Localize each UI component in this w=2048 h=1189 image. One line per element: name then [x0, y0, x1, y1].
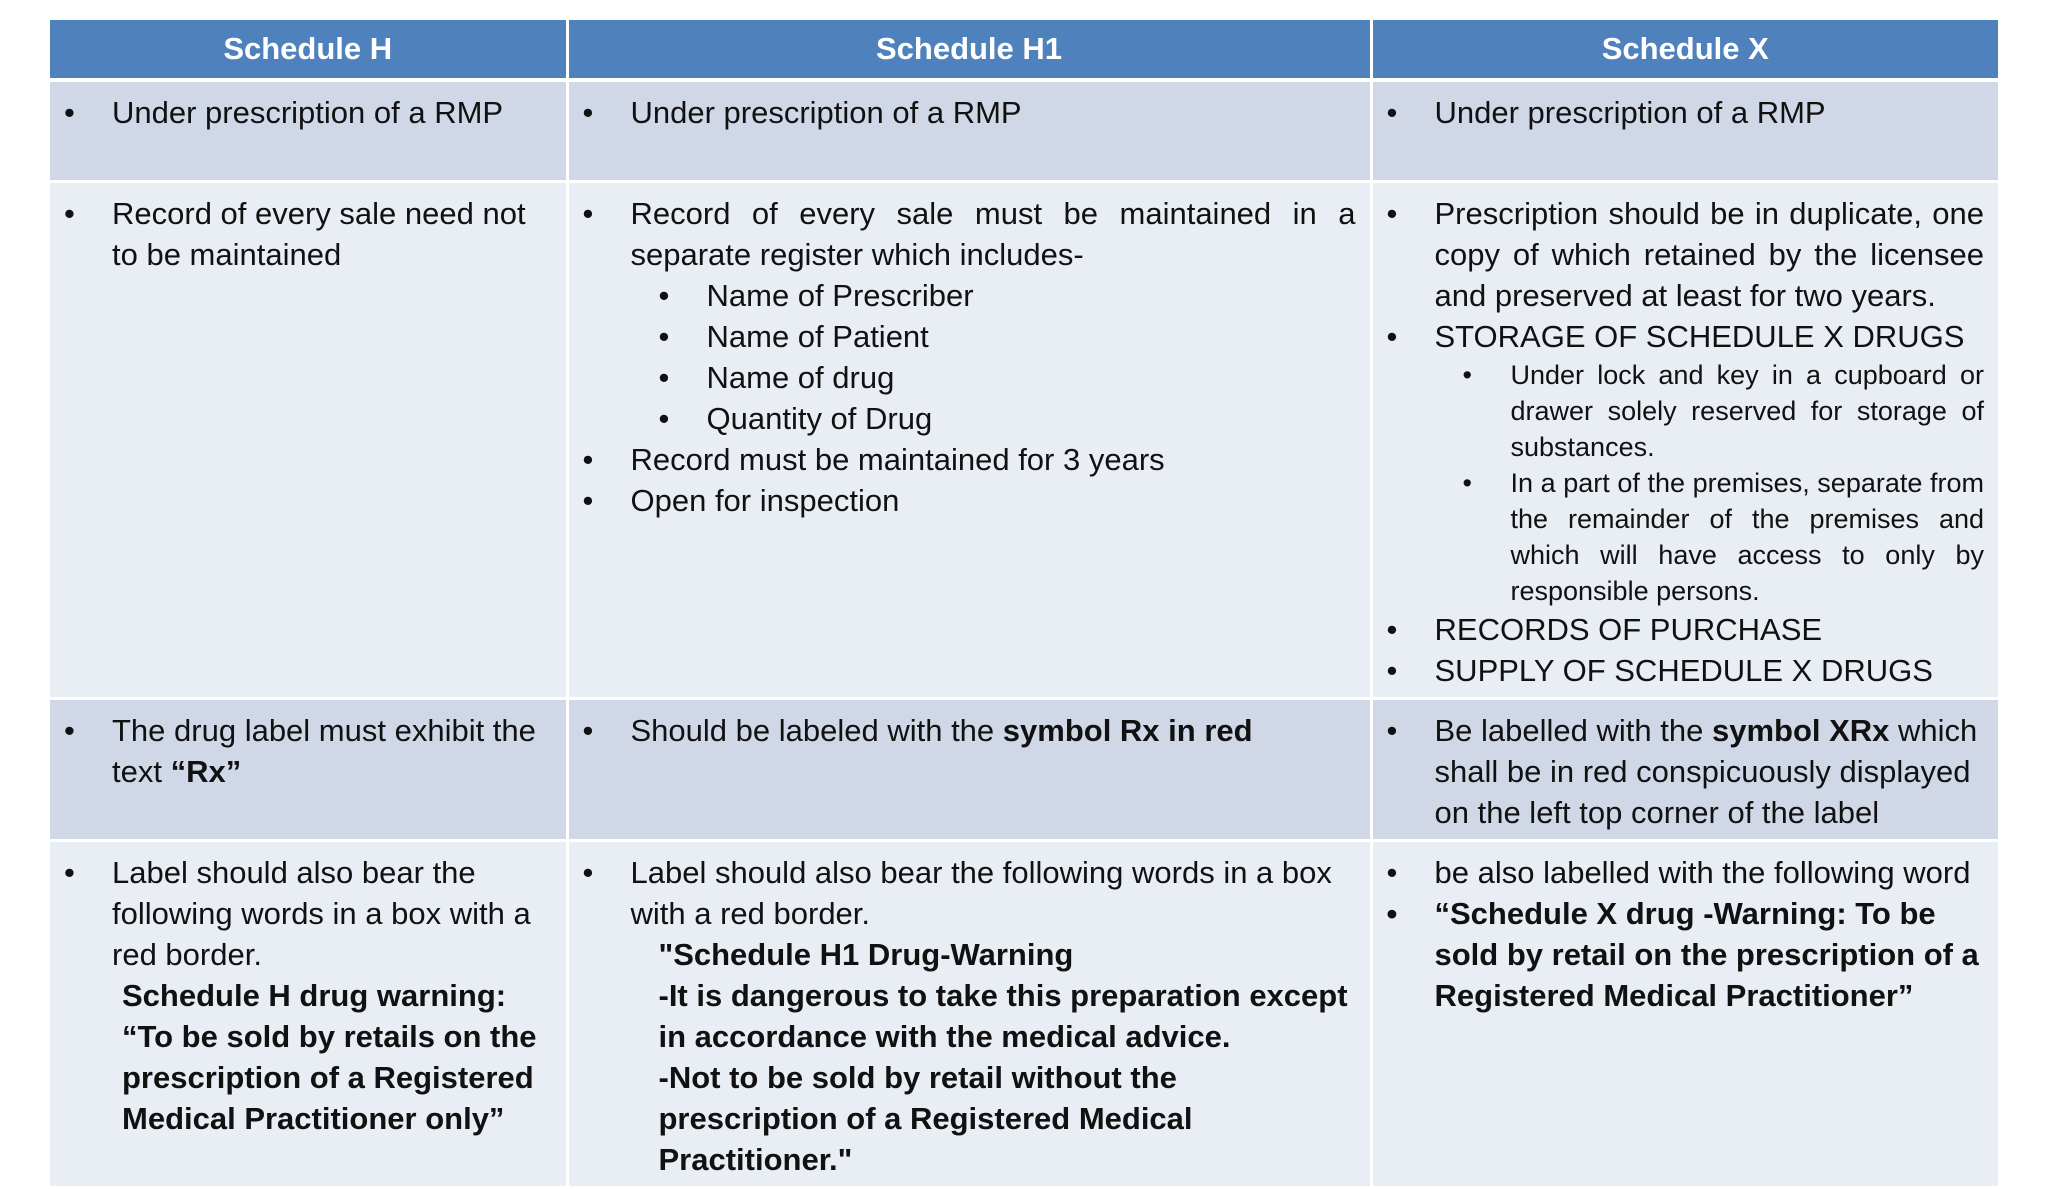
row-warning [50, 841, 1998, 1188]
register-field: • Name of Prescriber [659, 275, 1356, 316]
storage-item: • Under lock and key in a cupboard or drawer solely reserved for storage of substances. [1463, 357, 1985, 465]
warning-text [659, 934, 1356, 1180]
warning-line: -Not to be sold by retail without the prescription of a Registered Medical Practitioner." [658, 1060, 1193, 1177]
header-schedule-h: Schedule H [50, 20, 567, 80]
list-item: • Under prescription of a RMP [1385, 92, 1985, 133]
cell-h-symbol [50, 699, 567, 841]
row-symbol [50, 699, 1998, 841]
register-field: • Quantity of Drug [659, 398, 1356, 439]
list-item [62, 710, 552, 792]
cell-x-records [1371, 182, 1998, 699]
cell-h1-symbol [567, 699, 1371, 841]
register-fields-list [631, 275, 1356, 439]
cell-h1-warning [567, 841, 1371, 1188]
cell-x-warning [1371, 841, 1998, 1188]
list-item-warning: • “Schedule X drug -Warning: To be sold by retail on the prescription of a Registered Medical Practitioner” [1385, 893, 1985, 1016]
list-item: • Under prescription of a RMP [62, 92, 552, 133]
schedule-comparison-sheet [50, 20, 1998, 1189]
list-item: • Open for inspection [581, 480, 1356, 521]
label-text: Should be labeled with the [630, 713, 1003, 748]
register-field: • Name of drug [659, 357, 1356, 398]
cell-h1-prescription [567, 80, 1371, 182]
list-item: • Under prescription of a RMP [581, 92, 1356, 133]
record-register-text: Record of every sale must be maintained in a separate register which includes- [630, 196, 1356, 272]
schedule-comparison-table [50, 20, 1998, 1189]
list-item: • Record of every sale need not to be maintained [62, 193, 552, 275]
row-records [50, 182, 1998, 699]
list-item [581, 193, 1356, 439]
cell-x-symbol [1371, 699, 1998, 841]
cell-h1-records [567, 182, 1371, 699]
list-item: • Label should also bear the following words in a box with a red border. [62, 852, 552, 975]
warning-line: “To be sold by retails on the prescription of a Registered Medical Practitioner only” [122, 1019, 537, 1136]
warning-line: "Schedule H1 Drug-Warning [658, 937, 1074, 972]
xrx-symbol-text: symbol XRx [1711, 713, 1890, 748]
warning-text [122, 975, 552, 1139]
storage-title: STORAGE OF SCHEDULE X DRUGS [1434, 319, 1965, 354]
cell-h-warning [50, 841, 567, 1188]
rx-symbol-text: symbol Rx in red [1002, 713, 1253, 748]
list-item: • Prescription should be in duplicate, one copy of which retained by the licensee and preserved at least for two years. [1385, 193, 1985, 316]
list-item [581, 710, 1356, 751]
list-item: • RECORDS OF PURCHASE [1385, 609, 1985, 650]
list-item: • Record must be maintained for 3 years [581, 439, 1356, 480]
warning-line: -It is dangerous to take this preparation except in accordance with the medical advice. [658, 978, 1348, 1054]
header-schedule-x: Schedule X [1371, 20, 1998, 80]
rx-symbol-text: “Rx” [170, 754, 242, 789]
storage-list [1435, 357, 1985, 609]
list-item [1385, 710, 1985, 833]
register-field: • Name of Patient [659, 316, 1356, 357]
cell-x-prescription [1371, 80, 1998, 182]
header-schedule-h1: Schedule H1 [567, 20, 1371, 80]
label-text: Be labelled with the [1434, 713, 1712, 748]
list-item: • SUPPLY OF SCHEDULE X DRUGS [1385, 650, 1985, 691]
list-item: • be also labelled with the following word [1385, 852, 1985, 893]
warning-line: Schedule H drug warning: [122, 978, 507, 1013]
list-item: • Label should also bear the following words in a box with a red border. [581, 852, 1356, 934]
storage-item: • In a part of the premises, separate from the remainder of the premises and which will have access to only by responsible persons. [1463, 465, 1985, 609]
cell-h-records [50, 182, 567, 699]
cell-h-prescription [50, 80, 567, 182]
label-text-end: which shall be in red conspicuously displayed on the left top corner of the label [1434, 713, 1978, 830]
header-row [50, 20, 1998, 80]
list-item [1385, 316, 1985, 609]
row-prescription [50, 80, 1998, 182]
label-text: The drug label must exhibit the text [112, 713, 536, 789]
